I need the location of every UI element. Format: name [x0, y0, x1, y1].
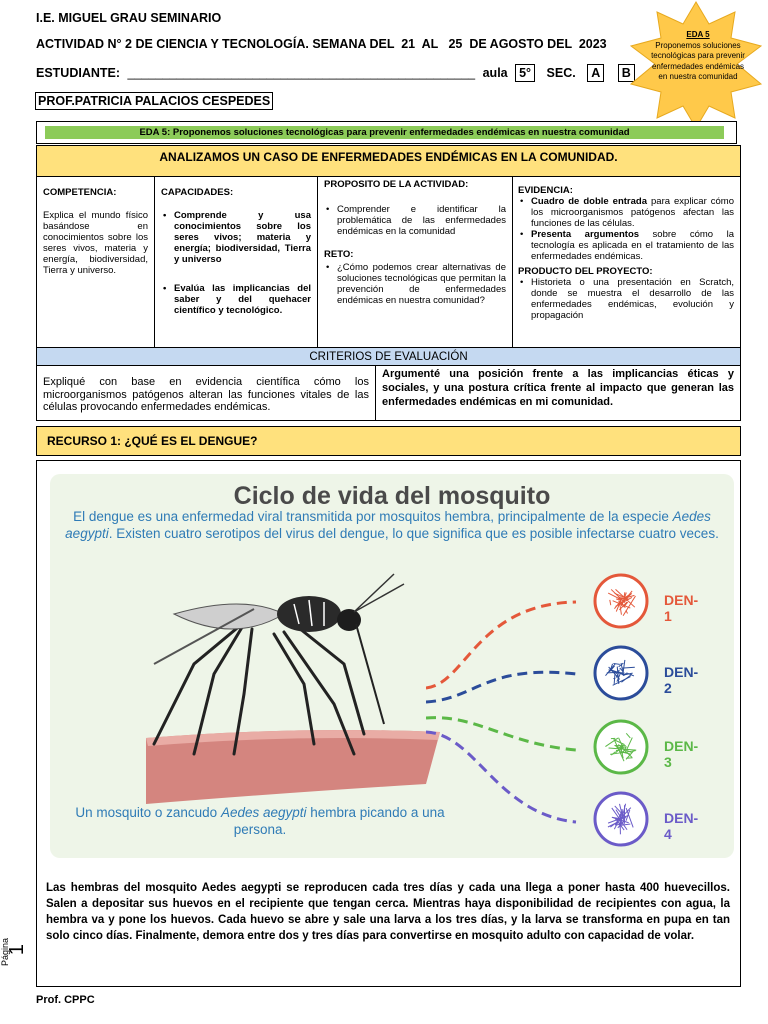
mosquito-icon: [134, 554, 434, 764]
reto-item: • ¿Cómo podemos crear alternativas de soluciones tecnológicas que permitan la prevención de enfermedades endémicas en nuestra comunidad?: [324, 262, 506, 306]
virus-icon: [592, 718, 650, 776]
evidencia-heading: EVIDENCIA:: [518, 185, 573, 196]
school-name: I.E. MIGUEL GRAU SEMINARIO: [36, 11, 222, 25]
activity-title: ACTIVIDAD N° 2 DE CIENCIA Y TECNOLOGÍA. SEMANA DEL 21 AL 25 DE AGOSTO DEL 2023: [36, 37, 607, 51]
aula-label: aula: [482, 66, 508, 80]
infographic-description: [58, 508, 726, 542]
serotype-item: [592, 718, 699, 781]
virus-icon: [592, 572, 650, 630]
competencia-heading: COMPETENCIA:: [43, 187, 117, 198]
evidencia-list: [518, 196, 734, 262]
reto-list: [324, 262, 506, 306]
dengue-reproduction-text: Las hembras del mosquito Aedes aegypti se reproducen cada tres días y cada una llega a poner hasta 400 huevecillos. Salen a depositar sus huevos en el recipiente que tengan cerca. Mientras haya disponibilidad de recipientes con agua, la hembra va y pone los huevos. Cada huevo se abre y sale una larva a los tres días, y la larva se transforma en pupa en tan solo cinco días. Finalmente, demora entre dos y tres días para convertirse en mosquito adulto con capacidad de volar.: [46, 882, 730, 942]
student-label: ESTUDIANTE:: [36, 66, 121, 80]
serotype-label: DEN-4: [664, 810, 699, 842]
proposito-list: [324, 204, 506, 237]
criterio-left: Expliqué con base en evidencia científica cómo los microorganismos patógenos alteran las funciones vitales de las células provocando enfermedades endémicas.: [36, 365, 376, 421]
infographic-desc-part: . Existen cuatro serotipos del virus del dengue, lo que significa que es posible infectarse cuatro veces.: [108, 526, 719, 541]
criterios-heading: CRITERIOS DE EVALUACIÓN: [36, 347, 741, 366]
infographic-caption: [70, 804, 450, 838]
main-title: ANALIZAMOS UN CASO DE ENFERMEDADES ENDÉMICAS EN LA COMUNIDAD.: [36, 145, 741, 177]
serotype-item: [592, 790, 699, 853]
capacidades-cell: [154, 176, 318, 348]
proposito-item: • Comprender e identificar la problemática de las enfermedades endémicas en la comunidad: [324, 204, 506, 237]
section-b-box[interactable]: B: [618, 64, 635, 82]
producto-item: • Historieta o una presentación en Scratch, donde se muestra el desarrollo de las enfermedades endémicas, evolución y propagación: [518, 277, 734, 321]
dengue-infographic: [50, 474, 734, 858]
recurso-title: RECURSO 1: ¿QUÉ ES EL DENGUE?: [36, 426, 741, 456]
student-name-field[interactable]: __________________________________________________: [127, 66, 476, 80]
virus-icon: [592, 644, 650, 702]
student-row: [36, 64, 635, 82]
evidencia-item: [518, 229, 734, 262]
serotype-label: DEN-1: [664, 592, 699, 624]
evidencia-item: [518, 196, 734, 229]
evidencia-item-text: para explicar cómo los microorganismos patógenos afectan las funciones de las células.: [531, 196, 734, 229]
capacidades-list: [161, 210, 311, 316]
eda-banner-frame: [36, 121, 737, 144]
criterio-right: Argumenté una posición frente a las implicancias éticas y sociales, y una postura crítica frente al impacto que generan las enfermedades endémicas en mi comunidad.: [375, 365, 741, 421]
evidencia-cell: [512, 176, 741, 348]
section-a-box[interactable]: A: [587, 64, 604, 82]
evidencia-item-bold: Presenta argumentos: [531, 229, 640, 240]
capacidad-item: • Comprende y usa conocimientos sobre los seres vivos; materia y energía; biodiversidad, Tierra y universo: [161, 210, 311, 265]
serotype-item: [592, 572, 699, 635]
virus-icon: [592, 790, 650, 848]
evidencia-item-text: sobre cómo la tecnología es aplicada en el tratamiento de las enfermedades endémicas.: [531, 229, 734, 262]
serotype-label: DEN-2: [664, 664, 699, 696]
competencia-cell: [36, 176, 155, 348]
proposito-heading: PROPOSITO DE LA ACTIVIDAD:: [324, 179, 469, 190]
star-badge-title: EDA 5: [686, 30, 710, 39]
reto-heading: RETO:: [324, 249, 354, 260]
star-badge-description: Proponemos soluciones tecnológicas para prevenir enfermedades endémicas en nuestra comunidad: [651, 40, 745, 81]
caption-species: Aedes aegypti: [220, 805, 307, 820]
virus-paths: [426, 564, 586, 844]
star-badge-text: [648, 30, 748, 83]
serotype-label: DEN-3: [664, 738, 699, 770]
caption-part: Un mosquito o zancudo: [75, 805, 221, 820]
footer-author: Prof. CPPC: [36, 994, 95, 1006]
infographic-desc-part: El dengue es una enfermedad viral transmitida por mosquitos hembra, principalmente de la especie: [73, 509, 673, 524]
evidencia-item-bold: Cuadro de doble entrada: [531, 196, 647, 207]
sec-label: SEC.: [546, 66, 576, 80]
caption-part: hembra picando a una persona.: [233, 805, 445, 837]
capacidades-heading: CAPACIDADES:: [161, 187, 234, 198]
producto-list: [518, 277, 734, 321]
eda-banner: EDA 5: Proponemos soluciones tecnológicas para prevenir enfermedades endémicas en nuestra comunidad: [45, 126, 724, 139]
aula-value: 5°: [515, 64, 535, 82]
page-number-block: [0, 937, 38, 992]
competencia-text: Explica el mundo físico basándose en conocimientos sobre los seres vivos, materia y energía, biodiversidad, Tierra y universo.: [43, 210, 148, 276]
capacidad-item: • Evalúa las implicancias del saber y del quehacer científico y tecnológico.: [161, 283, 311, 316]
producto-heading: PRODUCTO DEL PROYECTO:: [518, 266, 653, 277]
page-word: Página: [0, 937, 10, 966]
infographic-desc-species: Aedes aegypti: [65, 509, 711, 541]
infographic-title: Ciclo de vida del mosquito: [233, 482, 551, 510]
proposito-cell: [317, 176, 513, 348]
serotype-item: [592, 644, 699, 707]
page-number: 1: [6, 943, 29, 956]
teacher-name: PROF.PATRICIA PALACIOS CESPEDES: [35, 92, 273, 110]
